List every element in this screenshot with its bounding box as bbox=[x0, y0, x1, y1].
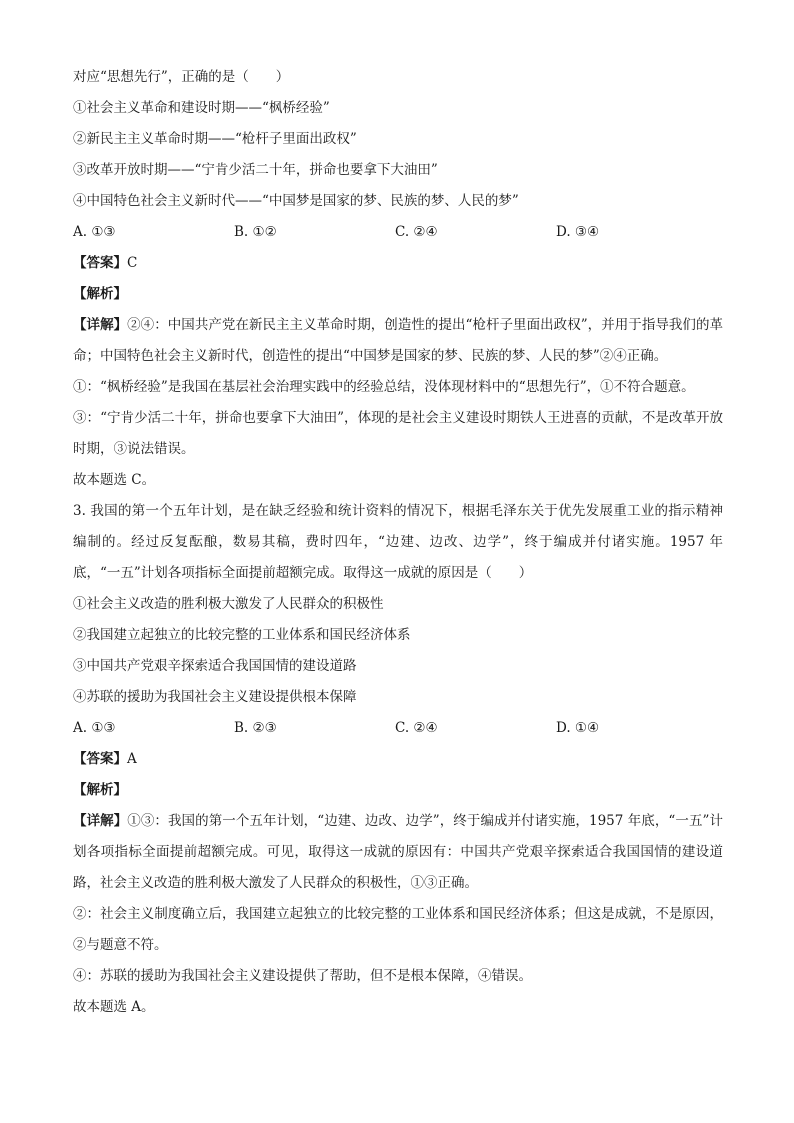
q3-option-b: B. ②③ bbox=[234, 720, 277, 736]
q2-option-a: A. ①③ bbox=[73, 224, 116, 240]
q3-analysis-tag bbox=[73, 775, 723, 806]
q2-options bbox=[73, 217, 723, 248]
q2-analysis-label: 【解析】 bbox=[73, 286, 127, 302]
q3-answer-tag: 【答案】 bbox=[73, 751, 127, 767]
q2-option-d: D. ③④ bbox=[556, 224, 600, 240]
q3-detail-tag: 【详解】 bbox=[73, 813, 128, 829]
q2-answer-tag: 【答案】 bbox=[73, 255, 127, 271]
q3-option-c: C. ②④ bbox=[395, 720, 438, 736]
q3-item-2: ②我国建立起独立的比较完整的工业体系和国民经济体系 bbox=[73, 627, 411, 643]
q3-item-3: ③中国共产党艰辛探索适合我国国情的建设道路 bbox=[73, 658, 357, 674]
document-content bbox=[73, 62, 723, 1023]
q2-answer-value: C bbox=[127, 255, 138, 271]
q2-option-b: B. ①② bbox=[234, 224, 277, 240]
q3-answer bbox=[73, 744, 723, 775]
q2-analysis-tag bbox=[73, 279, 723, 310]
q3-analysis-label: 【解析】 bbox=[73, 782, 127, 798]
q2-answer bbox=[73, 248, 723, 279]
q3-note-1: ②：社会主义制度确立后，我国建立起独立的比较完整的工业体系和国民经济体系；但这是成就，不是原因，②与题意不符。 bbox=[73, 906, 723, 953]
q3-item-1: ①社会主义改造的胜利极大激发了人民群众的积极性 bbox=[73, 596, 384, 612]
q3-answer-value: A bbox=[127, 751, 137, 767]
q3-option-d: D. ①④ bbox=[556, 720, 600, 736]
q3-conclusion: 故本题选 A。 bbox=[73, 999, 155, 1015]
q2-note-1: ①：“枫桥经验”是我国在基层社会治理实践中的经验总结，没体现材料中的“思想先行”，①不符合题意。 bbox=[73, 379, 695, 395]
q2-item-3: ③改革开放时期——“宁肯少活二十年，拼命也要拿下大油田” bbox=[73, 162, 438, 178]
q2-option-c: C. ②④ bbox=[395, 224, 438, 240]
q3-stem: 3. 我国的第一个五年计划，是在缺乏经验和统计资料的情况下，根据毛泽东关于优先发展重工业的指示精神编制的。经过反复酝酿，数易其稿，费时四年，“边建、边改、边学”，终于编成并付诸实施。1957 年底，“一五”计划各项指标全面提前超额完成。取得这一成就的原因是（ ） bbox=[73, 503, 723, 581]
q3-note-2: ④：苏联的援助为我国社会主义建设提供了帮助，但不是根本保障，④错误。 bbox=[73, 968, 532, 984]
q2-note-2: ③：“宁肯少活二十年，拼命也要拿下大油田”，体现的是社会主义建设时期铁人王进喜的贡献，不是改革开放时期，③说法错误。 bbox=[73, 410, 723, 457]
q2-detail-text: ②④：中国共产党在新民主主义革命时期，创造性的提出“枪杆子里面出政权”，并用于指导我们的革命；中国特色社会主义新时代，创造性的提出“中国梦是国家的梦、民族的梦、人民的梦”②④正确。 bbox=[73, 317, 723, 364]
q2-stem: 对应“思想先行”，正确的是（ ） bbox=[73, 69, 290, 85]
q2-detail-tag: 【详解】 bbox=[73, 317, 128, 333]
q3-options bbox=[73, 713, 723, 744]
q3-option-a: A. ①③ bbox=[73, 720, 116, 736]
q2-item-1: ①社会主义革命和建设时期——“枫桥经验” bbox=[73, 100, 330, 116]
q2-item-2: ②新民主主义革命时期——“枪杆子里面出政权” bbox=[73, 131, 357, 147]
q3-detail bbox=[73, 806, 723, 899]
q2-conclusion: 故本题选 C。 bbox=[73, 472, 156, 488]
q2-item-4: ④中国特色社会主义新时代——“中国梦是国家的梦、民族的梦、人民的梦” bbox=[73, 193, 519, 209]
q3-detail-text: ①③：我国的第一个五年计划，“边建、边改、边学”，终于编成并付诸实施，1957 年底，“一五”计划各项指标全面提前超额完成。可见，取得这一成就的原因有：中国共产党艰辛探索适合我国国情的建设道路，社会主义改造的胜利极大激发了人民群众的积极性，①③正确。 bbox=[73, 813, 723, 891]
q2-detail bbox=[73, 310, 723, 372]
q3-item-4: ④苏联的援助为我国社会主义建设提供根本保障 bbox=[73, 689, 357, 705]
